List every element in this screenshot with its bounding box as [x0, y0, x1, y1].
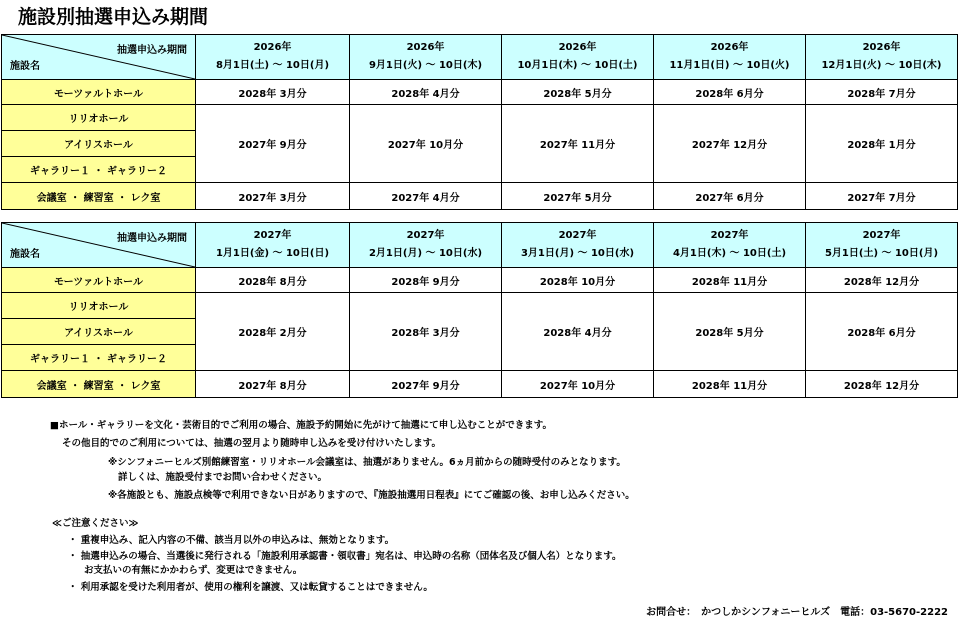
table-cell: 2028年 6月分	[806, 293, 958, 371]
table-cell: 2028年 5月分	[502, 80, 654, 105]
facility-name: 会議室 ・ 練習室 ・ レク室	[2, 371, 196, 398]
schedule-table-2	[1, 222, 958, 398]
table-cell: 2027年 9月分	[196, 105, 350, 183]
table-cell: 2028年 4月分	[502, 293, 654, 371]
caution-item: ・ 重複申込み、記入内容の不備、該当月以外の申込みは、無効となります。	[68, 535, 395, 546]
contact-info: お問合せ： かつしかシンフォニーヒルズ 電話：03-5670-2222	[646, 607, 948, 618]
table-cell: 2027年 10月分	[502, 371, 654, 398]
facility-name: ギャラリー１ ・ ギャラリー２	[2, 157, 196, 183]
table-cell: 2027年 11月分	[502, 105, 654, 183]
caution-item: ・ 利用承認を受けた利用者が、使用の権利を譲渡、又は転貸することはできません。	[68, 582, 433, 593]
facility-name: ギャラリー１ ・ ギャラリー２	[2, 345, 196, 371]
period-header: 2026年 9月1日(火) ～ 10日(木)	[350, 35, 502, 80]
facility-name: アイリスホール	[2, 319, 196, 345]
period-header: 2027年 4月1日(木) ～ 10日(土)	[654, 223, 806, 268]
facility-name: モーツァルトホール	[2, 268, 196, 293]
table-cell: 2028年 6月分	[654, 80, 806, 105]
page-title: 施設別抽選申込み期間	[18, 6, 209, 28]
table-cell: 2028年 3月分	[350, 293, 502, 371]
table-cell: 2028年 5月分	[654, 293, 806, 371]
header-corner	[2, 35, 196, 80]
note-line: ※シンフォニーヒルズ別館練習室・リリオホール会議室は、抽選がありません。6ヵ月前からの随時受付のみとなります。	[108, 457, 626, 468]
caution-item: お支払いの有無にかかわらず、変更はできません。	[84, 565, 303, 576]
period-header: 2027年 3月1日(月) ～ 10日(水)	[502, 223, 654, 268]
caution-item: ・ 抽選申込みの場合、当選後に発行される「施設利用承認書・領収書」宛名は、申込時の名称（団体名及び個人名）となります。	[68, 551, 622, 562]
facility-name: モーツァルトホール	[2, 80, 196, 105]
note-line: ■ホール・ギャラリーを文化・芸術目的でご利用の場合、施設予約開始に先がけて抽選にて申し込むことができます。	[50, 420, 553, 431]
period-header: 2026年 12月1日(火) ～ 10日(木)	[806, 35, 958, 80]
facility-header-label: 施設名	[10, 249, 40, 260]
facility-name: リリオホール	[2, 105, 196, 131]
table-cell: 2027年 3月分	[196, 183, 350, 210]
facility-name: 会議室 ・ 練習室 ・ レク室	[2, 183, 196, 210]
period-header: 2027年 1月1日(金) ～ 10日(日)	[196, 223, 350, 268]
table-cell: 2028年 2月分	[196, 293, 350, 371]
table-cell: 2027年 6月分	[654, 183, 806, 210]
table-cell: 2028年 12月分	[806, 268, 958, 293]
table-cell: 2028年 10月分	[502, 268, 654, 293]
schedule-table-1	[1, 34, 958, 210]
table-cell: 2027年 5月分	[502, 183, 654, 210]
facility-name: リリオホール	[2, 293, 196, 319]
header-corner	[2, 223, 196, 268]
note-line: ※各施設とも、施設点検等で利用できない日がありますので、『施設抽選用日程表』にてご確認の後、お申し込みください。	[108, 490, 635, 501]
note-line: 詳しくは、施設受付までお問い合わせください。	[118, 472, 328, 483]
table-cell: 2028年 12月分	[806, 371, 958, 398]
facility-name: アイリスホール	[2, 131, 196, 157]
facility-header-label: 施設名	[10, 61, 40, 72]
table-cell: 2028年 9月分	[350, 268, 502, 293]
table-cell: 2027年 8月分	[196, 371, 350, 398]
table-cell: 2028年 3月分	[196, 80, 350, 105]
table-cell: 2028年 7月分	[806, 80, 958, 105]
table-cell: 2028年 1月分	[806, 105, 958, 183]
table-cell: 2027年 7月分	[806, 183, 958, 210]
period-header: 2026年 10月1日(木) ～ 10日(土)	[502, 35, 654, 80]
table-cell: 2028年 11月分	[654, 268, 806, 293]
period-header: 2026年 11月1日(日) ～ 10日(火)	[654, 35, 806, 80]
period-header-label: 抽選申込み期間	[117, 45, 187, 56]
table-cell: 2028年 11月分	[654, 371, 806, 398]
period-header: 2027年 5月1日(土) ～ 10日(月)	[806, 223, 958, 268]
table-cell: 2028年 8月分	[196, 268, 350, 293]
table-cell: 2027年 4月分	[350, 183, 502, 210]
period-header-label: 抽選申込み期間	[117, 233, 187, 244]
period-header: 2026年 8月1日(土) ～ 10日(月)	[196, 35, 350, 80]
note-line: その他目的でのご利用については、抽選の翌月より随時申し込みを受け付けいたします。	[62, 438, 442, 449]
table-cell: 2028年 4月分	[350, 80, 502, 105]
period-header: 2027年 2月1日(月) ～ 10日(水)	[350, 223, 502, 268]
table-cell: 2027年 12月分	[654, 105, 806, 183]
table-cell: 2027年 9月分	[350, 371, 502, 398]
table-cell: 2027年 10月分	[350, 105, 502, 183]
caution-heading: ≪ご注意ください≫	[52, 518, 139, 529]
